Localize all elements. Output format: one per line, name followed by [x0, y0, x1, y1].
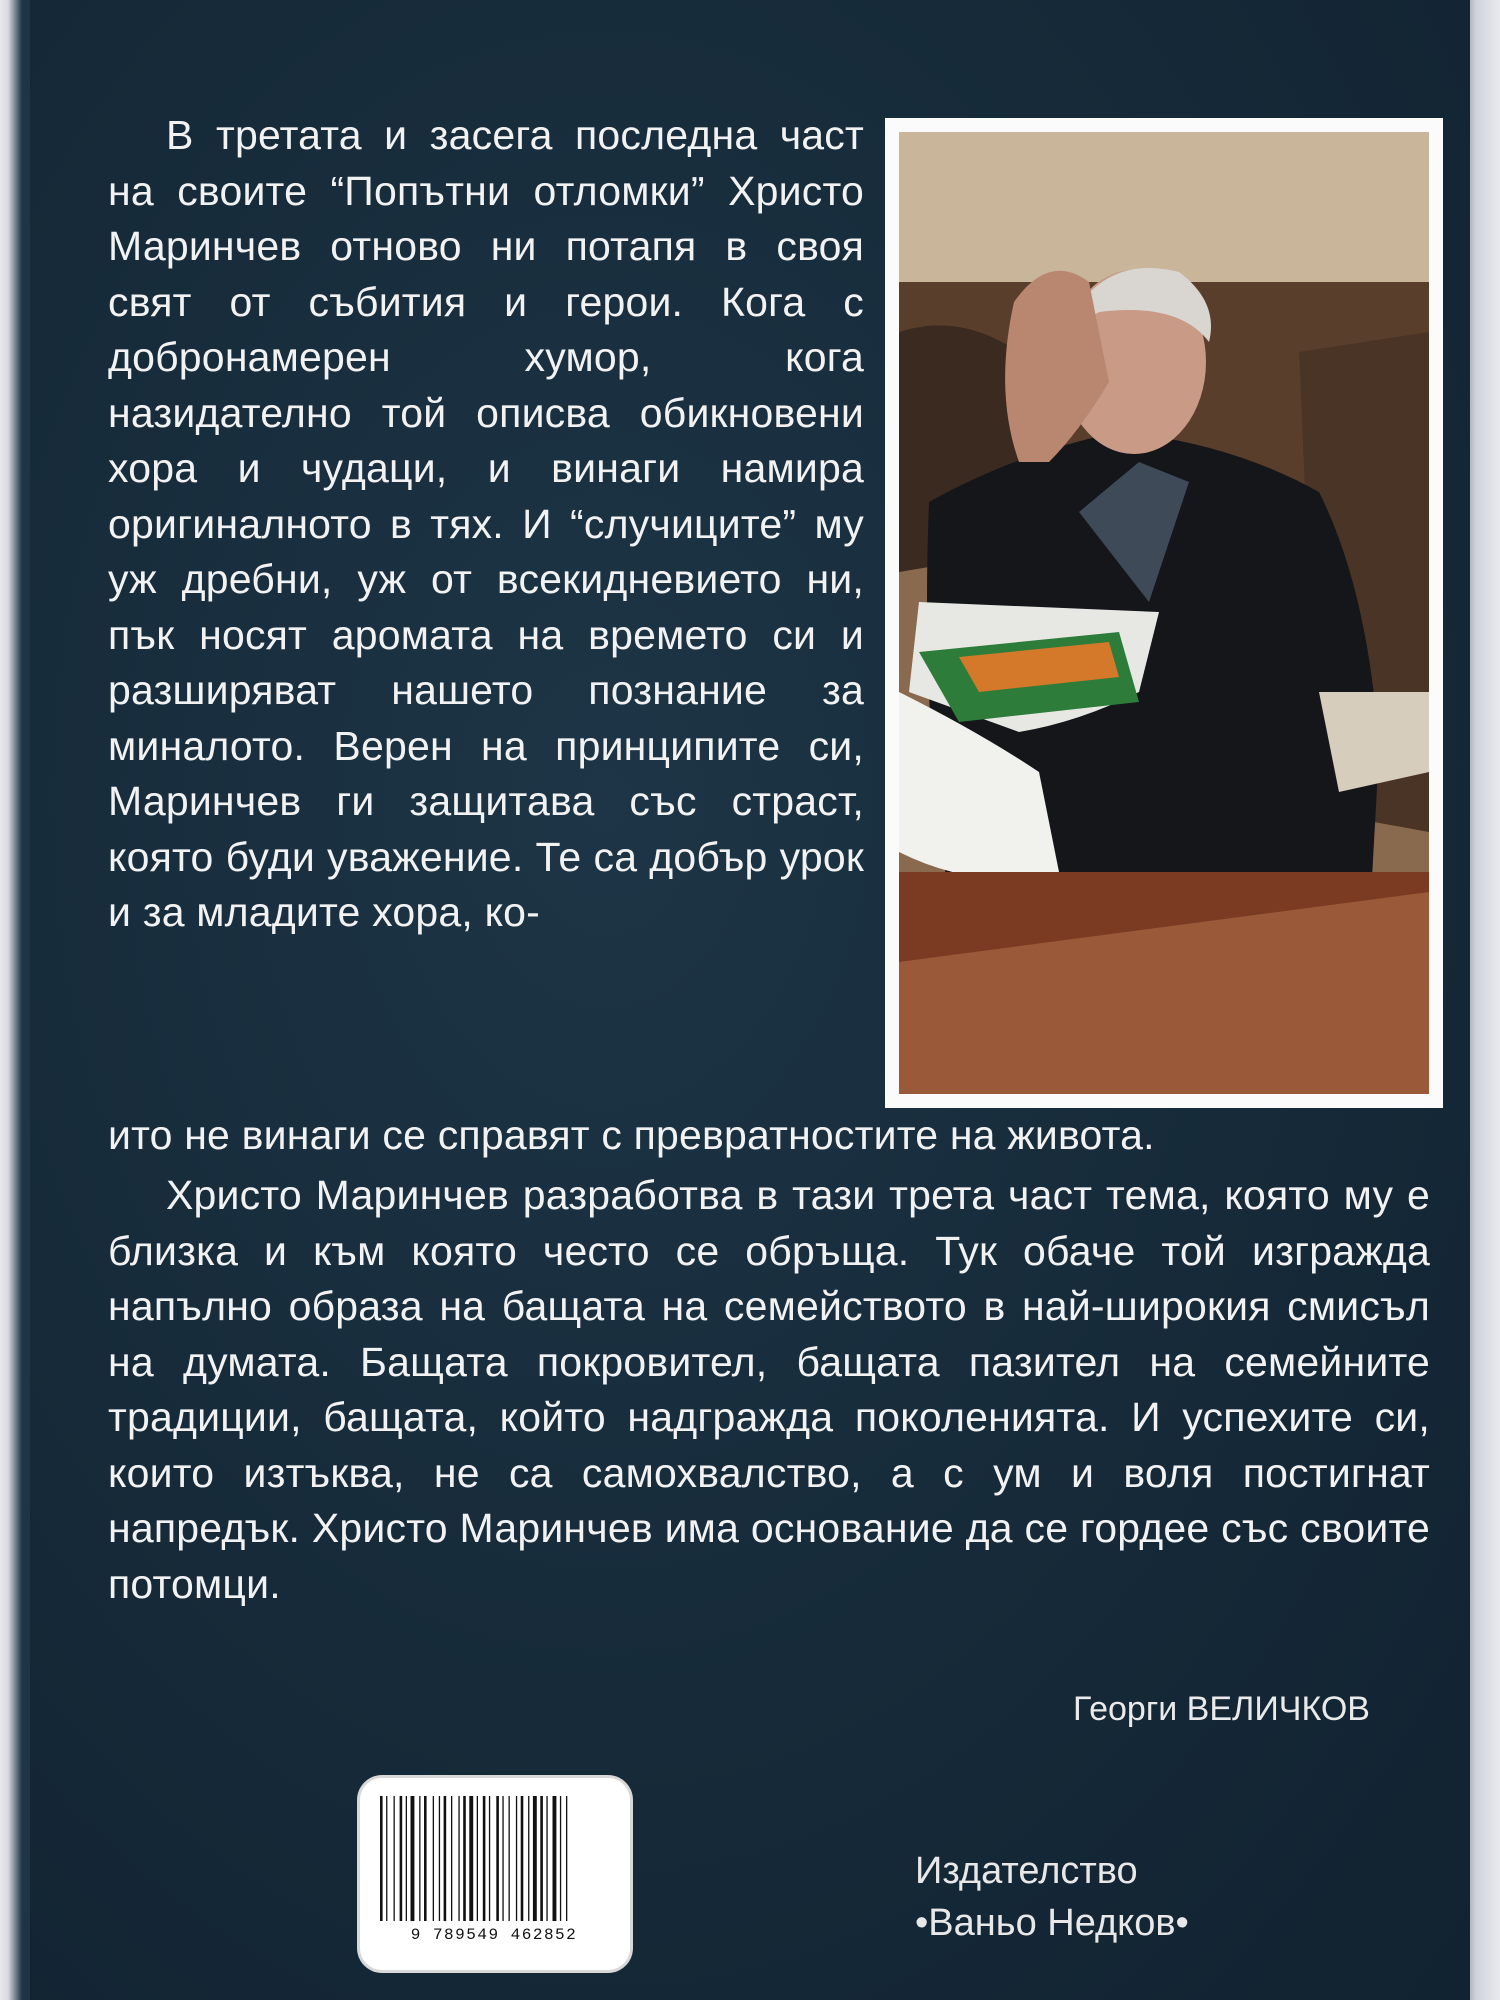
- barcode-bar: [483, 1796, 486, 1921]
- barcode-bar: [521, 1796, 524, 1921]
- barcode-bar: [496, 1796, 499, 1921]
- author-signature: Георги ВЕЛИЧКОВ: [1072, 1690, 1370, 1728]
- publisher-block: [915, 1845, 1189, 1949]
- barcode-bar: [566, 1796, 567, 1921]
- barcode-bar: [386, 1796, 387, 1921]
- barcode-bar: [394, 1796, 395, 1921]
- book-back-cover: [30, 0, 1470, 2000]
- author-photo-image: [899, 132, 1429, 1094]
- barcode-bar: [477, 1796, 478, 1921]
- isbn-barcode: [360, 1778, 630, 1970]
- barcode-bar: [444, 1796, 447, 1921]
- barcode-bar: [380, 1796, 383, 1921]
- barcode-bar: [451, 1796, 452, 1921]
- barcode-bar: [489, 1796, 490, 1921]
- barcode-bar: [502, 1796, 503, 1921]
- isbn-digits: 9 789549 462852: [410, 1926, 578, 1944]
- barcode-bar: [469, 1796, 473, 1921]
- barcode-bar: [406, 1796, 407, 1921]
- blurb-paragraph-2: Христо Маринчев разработва в тази трета част тема, която му е близка и към която често се обръща. Тук обаче той изгражда напълно образа на бащата на семейството в най-широкия смисъл на думата. Бащата покровител, бащата пазител на семейните традиции, бащата, който надгражда поколенията. И успехите си, които изтъква, не са самохвалство, а с ум и воля постигнат напредък. Христо Маринчев има основание да се гордее със своите потомци.: [108, 1172, 1430, 1607]
- barcode-bar: [411, 1796, 415, 1921]
- publisher-name: •Ваньо Недков•: [915, 1902, 1189, 1944]
- barcode-bar: [533, 1796, 537, 1921]
- barcode-bar: [540, 1796, 543, 1921]
- barcode-bar: [424, 1796, 427, 1921]
- barcode-bar: [400, 1796, 403, 1921]
- blurb-paragraph-1-end: ито не винаги се справят с превратностите на живота.: [108, 1112, 1155, 1158]
- publisher-label: Издателство: [915, 1850, 1138, 1892]
- author-photo: [885, 118, 1443, 1108]
- barcode-bar: [516, 1796, 517, 1921]
- barcode-bar: [439, 1796, 440, 1921]
- barcode-bar: [528, 1796, 529, 1921]
- blurb-paragraph-1: В третата и засега последна част на своите “Попътни отломки” Христо Маринчев отново ни потапя в своя свят от събития и герои. Кога с добронамерен хумор, кога назидателно той описва обикновени хора и чудаци, и винаги намира оригиналното в тях. И “случиците” му уж дребни, уж от всекидневието ни, пък носят аромата на времето си и разширяват нашето познание за миналото. Верен на принципите си, Маринчев ги защитава със страст, която буди уважение. Те са добър урок и за младите хора, ко-: [108, 112, 864, 935]
- barcode-bar: [433, 1796, 434, 1921]
- barcode-bar: [509, 1796, 510, 1921]
- barcode-bar: [560, 1796, 561, 1921]
- barcode-bar: [419, 1796, 420, 1921]
- barcode-bar: [458, 1796, 459, 1921]
- barcode-bar: [463, 1796, 466, 1921]
- barcode-bars: [374, 1796, 614, 1921]
- barcode-bar: [546, 1796, 547, 1921]
- barcode-bar: [553, 1796, 557, 1921]
